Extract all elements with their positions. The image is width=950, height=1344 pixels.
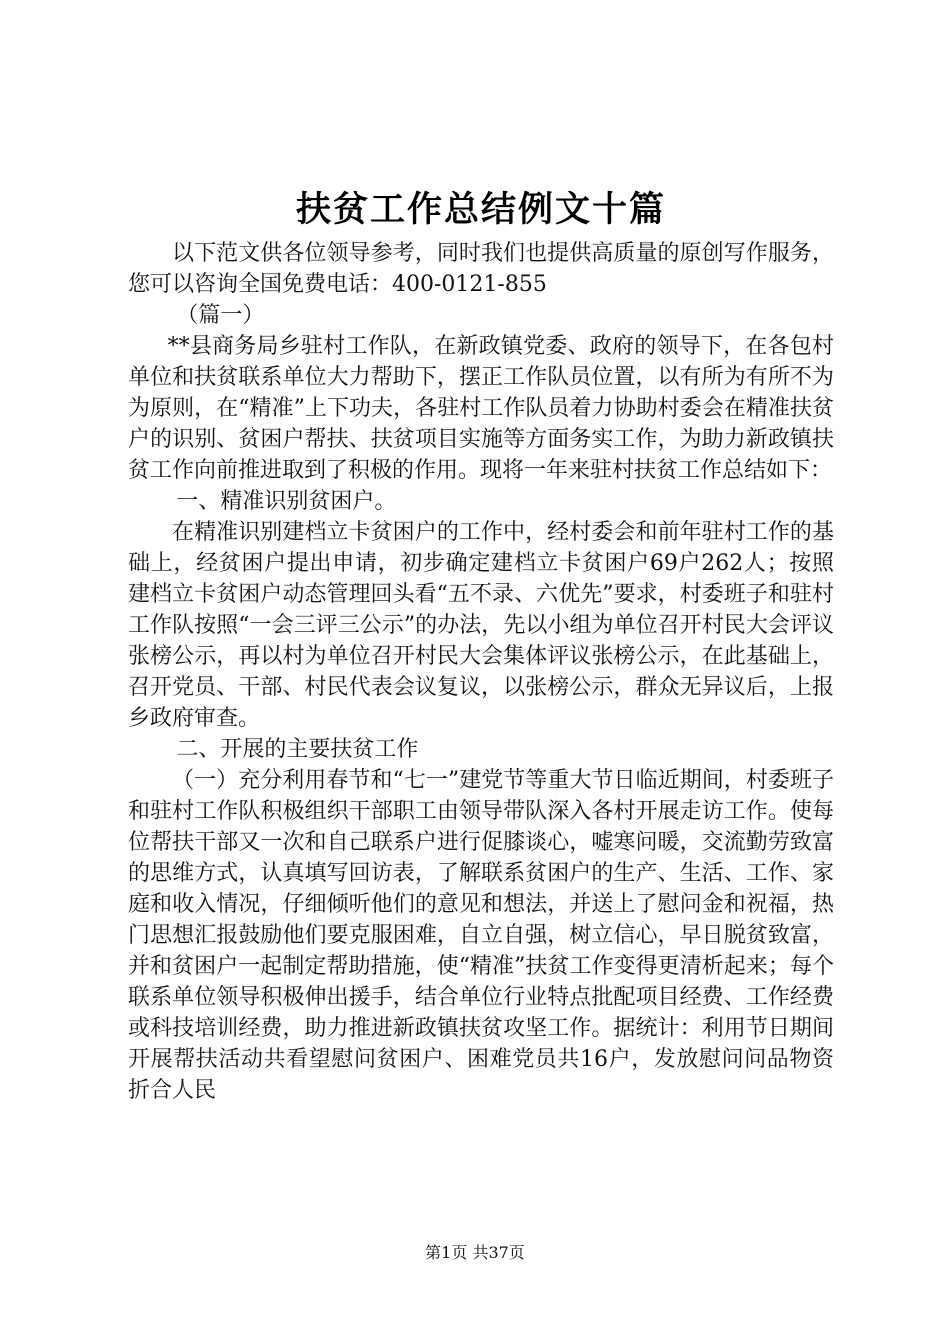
identification-paragraph: 在精准识别建档立卡贫困户的工作中，经村委会和前年驻村工作的基础上，经贫困户提出申请，初步确定建档立卡贫困户69户262人；按照建档立卡贫困户动态管理回头看“五不录、六优先”要求，村委班子和驻村工作队按照“一会三评三公示”的办法，先以小组为单位召开村民大会评议张榜公示，再以村为单位召开村民大会集体评议张榜公示，在此基础上，召开党员、干部、村民代表会议复议，以张榜公示，群众无异议后，上报乡政府审查。 [128, 520, 834, 731]
section-label: （篇一） [176, 303, 265, 328]
heading-precise-identification: 一、精准识别贫困户。 [176, 489, 397, 514]
document-title: 扶贫工作总结例文十篇 [295, 189, 666, 230]
heading-main-work: 二、开展的主要扶贫工作 [176, 737, 419, 762]
document-body [128, 184, 834, 1106]
intro-paragraph: 以下范文供各位领导参考，同时我们也提供高质量的原创写作服务，您可以咨询全国免费电话：400-0121-855 [128, 241, 834, 297]
main-work-paragraph: （一）充分利用春节和“七一”建党节等重大节日临近期间，村委班子和驻村工作队积极组织干部职工由领导带队深入各村开展走访工作。使每位帮扶干部又一次和自己联系户进行促膝谈心，嘘寒问暖，交流勤劳致富的思维方式，认真填写回访表，了解联系贫困户的生产、生活、工作、家庭和收入情况，仔细倾听他们的意见和想法，并送上了慰问金和祝福，热门思想汇报鼓励他们要克服困难，自立自强，树立信心，早日脱贫致富，并和贫困户一起制定帮助措施，使“精准”扶贫工作变得更清析起来；每个联系单位领导积极伸出援手，结合单位行业特点批配项目经费、工作经费或科技培训经费，助力推进新政镇扶贫攻坚工作。据统计：利用节日期间开展帮扶活动共看望慰问贫困户、困难党员共16户，发放慰问问品物资折合人民 [128, 768, 834, 1103]
overview-paragraph: **县商务局乡驻村工作队，在新政镇党委、政府的领导下，在各包村单位和扶贫联系单位大力帮助下，摆正工作队员位置，以有所为有所不为为原则，在“精准”上下功夫，各驻村工作队员着力协助村委会在精准扶贫户的识别、贫困户帮扶、扶贫项目实施等方面务实工作，为助力新政镇扶贫工作向前推进取到了积极的作用。现将一年来驻村扶贫工作总结如下： [128, 334, 834, 483]
page-footer: 第1页 共37页 [425, 1243, 525, 1262]
